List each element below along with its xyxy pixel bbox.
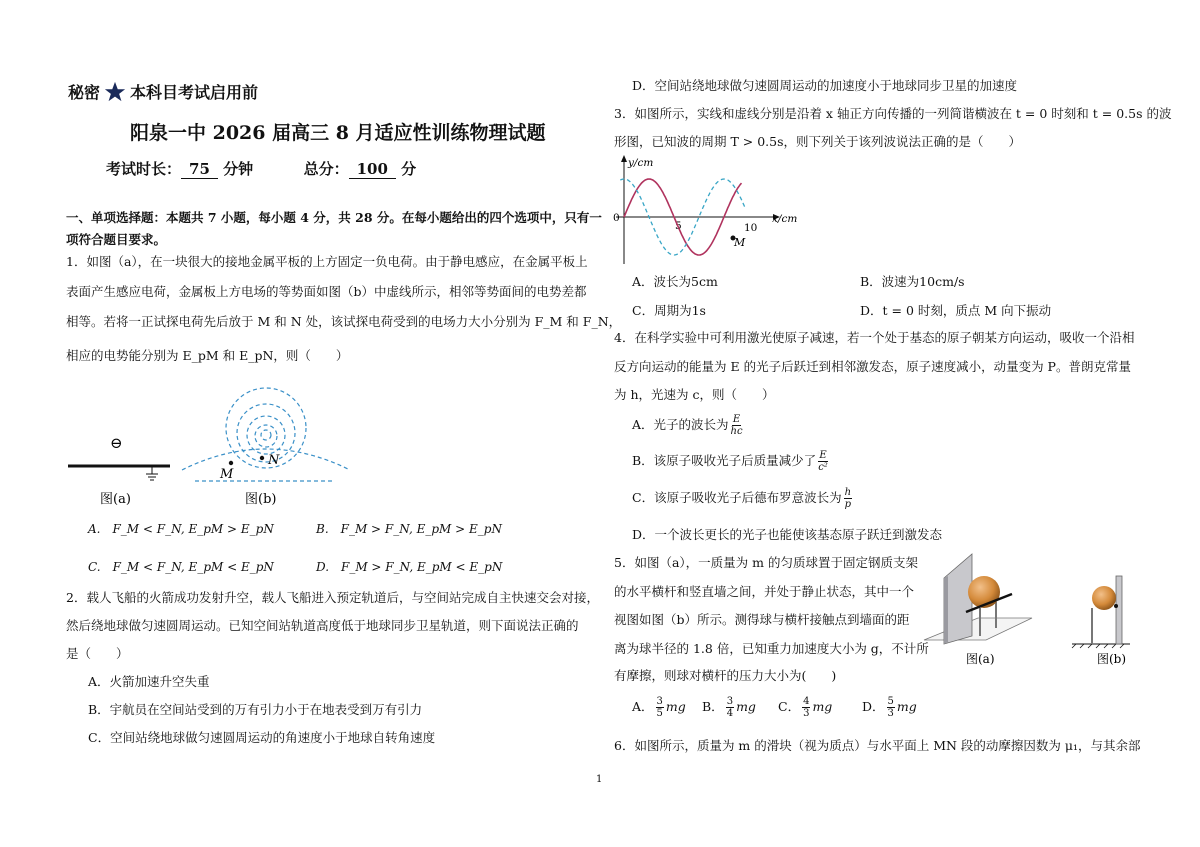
q1-option-a: A. F_M < F_N, E_pM > E_pN	[88, 522, 274, 536]
tick-5: 5	[675, 220, 682, 232]
ground-icon	[146, 466, 158, 480]
q2-option-b: B．宇航员在空间站受到的万有引力小于在地表受到万有引力	[88, 702, 423, 717]
q1-option-d: D. F_M > F_N, E_pM < E_pN	[316, 560, 503, 574]
q4-line3: 为 h，光速为 c，则（ ）	[614, 387, 775, 402]
x-axis-label: x/cm	[772, 213, 798, 225]
q5-option-d: D． $\frac{5}{3}$ mg	[862, 696, 917, 719]
q2-option-a: A．火箭加速升空失重	[88, 674, 210, 689]
q5-line3: 视图如图（b）所示。测得球与横杆接触点到墙面的距	[614, 612, 910, 627]
tick-10: 10	[744, 222, 758, 234]
q1-figures	[60, 378, 360, 508]
q4-line2: 反方向运动的能量为 E 的光子后跃迁到相邻激发态，原子速度减小，动量变为 P。普朗克常量	[614, 359, 1131, 374]
q5-line2: 的水平横杆和竖直墙之间，并处于静止状态，其中一个	[614, 584, 915, 599]
q1-line1: 1．如图（a），在一块很大的接地金属平板的上方固定一负电荷。由于静电感应，在金属平板上	[66, 254, 588, 269]
y-axis-arrow	[621, 155, 627, 162]
wall-panel	[944, 554, 972, 644]
ground-hatch	[1072, 644, 1124, 648]
ball-side	[1092, 586, 1116, 610]
q4-line1: 4．在科学实验中可利用激光使原子减速，若一个处于基态的原子朝某方向运动，吸收一个沿相	[614, 330, 1135, 345]
wall-edge	[944, 576, 948, 644]
q3-option-b: B．波速为10cm/s	[860, 274, 965, 289]
wall-side	[1116, 576, 1122, 644]
q1-line2: 表面产生感应电荷，金属板上方电场的等势面如图（b）中虚线所示，相邻等势面间的电势差都	[66, 284, 587, 299]
page-number: 1	[596, 774, 603, 785]
fig5a-label: 图(a)	[966, 652, 995, 666]
equipotential-lines	[182, 388, 350, 481]
q4-option-b: B．该原子吸收光子后质量减少了 $\frac{E}{\text{c²}}$	[632, 450, 828, 473]
score-value: 100	[349, 160, 396, 179]
negative-charge-icon: ⊖	[110, 434, 123, 452]
q2-option-d: D．空间站绕地球做匀速圆周运动的加速度小于地球同步卫星的加速度	[632, 78, 1018, 93]
score-label: 总分：	[303, 160, 349, 178]
q2-option-c: C．空间站绕地球做匀速圆周运动的角速度小于地球自转角速度	[88, 730, 436, 745]
secret-label: 秘密	[68, 83, 101, 102]
star-icon	[104, 81, 126, 103]
q1-option-c: C. F_M < F_N, E_pM < E_pN	[88, 560, 274, 574]
origin-label: 0	[613, 212, 620, 224]
q3-line2: 形图，已知波的周期 T > 0.5s，则下列关于该列波说法正确的是（ ）	[614, 134, 1022, 149]
exam-meta	[106, 158, 416, 179]
point-m-label: M	[734, 236, 746, 249]
q4-option-d: D．一个波长更长的光子也能使该基态原子跃迁到激发态	[632, 527, 943, 542]
q5-line5: 有摩擦，则球对横杆的压力大小为( )	[614, 668, 837, 683]
floor-plane	[924, 618, 1032, 640]
y-axis-label: y/cm	[628, 157, 654, 169]
q2-line3: 是（ ）	[66, 646, 129, 661]
q5-line1: 5．如图（a），一质量为 m 的匀质球置于固定钢质支架	[614, 555, 918, 570]
q5-line4: 离为球半径的 1.8 倍，已知重力加速度大小为 g，不计所	[614, 641, 929, 656]
secret-note: 本科目考试启用前	[130, 83, 259, 102]
q1-option-b: B. F_M > F_N, E_pM > E_pN	[316, 522, 502, 536]
section-heading-line2: 项符合题目要求。	[66, 232, 167, 247]
ball	[968, 576, 1000, 608]
q5-option-b: B． $\frac{3}{4}$ mg	[702, 696, 756, 719]
point-n	[260, 456, 264, 460]
fig1a-label: 图(a)	[100, 492, 131, 507]
q3-option-a: A．波长为5cm	[632, 274, 718, 289]
score-unit: 分	[401, 160, 417, 178]
fig5b-label: 图(b)	[1097, 652, 1127, 666]
confidential-header	[68, 80, 258, 103]
q1-line4: 相应的电势能分别为 E_pM 和 E_pN，则（ ）	[66, 348, 349, 363]
q5-figures	[922, 548, 1147, 670]
time-label: 考试时长：	[106, 160, 182, 178]
q3-option-d: D．t = 0 时刻，质点 M 向下振动	[860, 303, 1052, 318]
q4-option-c: C．该原子吸收光子后德布罗意波长为 $\frac{h}{p}$	[632, 487, 852, 510]
q3-line1: 3．如图所示，实线和虚线分别是沿着 x 轴正方向传播的一列简谐横波在 t = 0 时刻和 t = 0.5s 的波	[614, 106, 1172, 121]
q5-option-c: C． $\frac{4}{3}$ mg	[778, 696, 833, 719]
q1-line3: 相等。若将一正试探电荷先后放于 M 和 N 处，该试探电荷受到的电场力大小分别为 F_M 和 F_N，	[66, 314, 622, 329]
q2-line2: 然后绕地球做匀速圆周运动。已知空间站轨道高度低于地球同步卫星轨道，则下面说法正确的	[66, 618, 579, 633]
q5-option-a: A． $\frac{3}{5}$ mg	[632, 696, 686, 719]
label-m: M	[220, 467, 234, 482]
page-title: 阳泉一中 2026 届高三 8 月适应性训练物理试题	[130, 122, 546, 144]
fig1b-label: 图(b)	[245, 492, 277, 507]
q3-option-c: C．周期为1s	[632, 303, 706, 318]
time-value: 75	[181, 160, 218, 179]
contact-point	[1114, 604, 1118, 608]
q2-line1: 2．载人飞船的火箭成功发射升空，载人飞船进入预定轨道后，与空间站完成自主快速交会对接，	[66, 590, 599, 605]
time-unit: 分钟	[223, 160, 254, 178]
q4-option-a: A．光子的波长为 $\frac{E}{hc}$	[632, 414, 743, 437]
point-m	[229, 461, 233, 465]
label-n: N	[268, 453, 280, 468]
section-heading-line1: 一、单项选择题：本题共 7 小题，每小题 4 分，共 28 分。在每小题给出的四个选项中，只有一	[66, 210, 602, 225]
q6-line1: 6．如图所示，质量为 m 的滑块（视为质点）与水平面上 MN 段的动摩擦因数为 μ₁，与其余部	[614, 738, 1141, 753]
q3-wave-graph	[608, 152, 808, 267]
